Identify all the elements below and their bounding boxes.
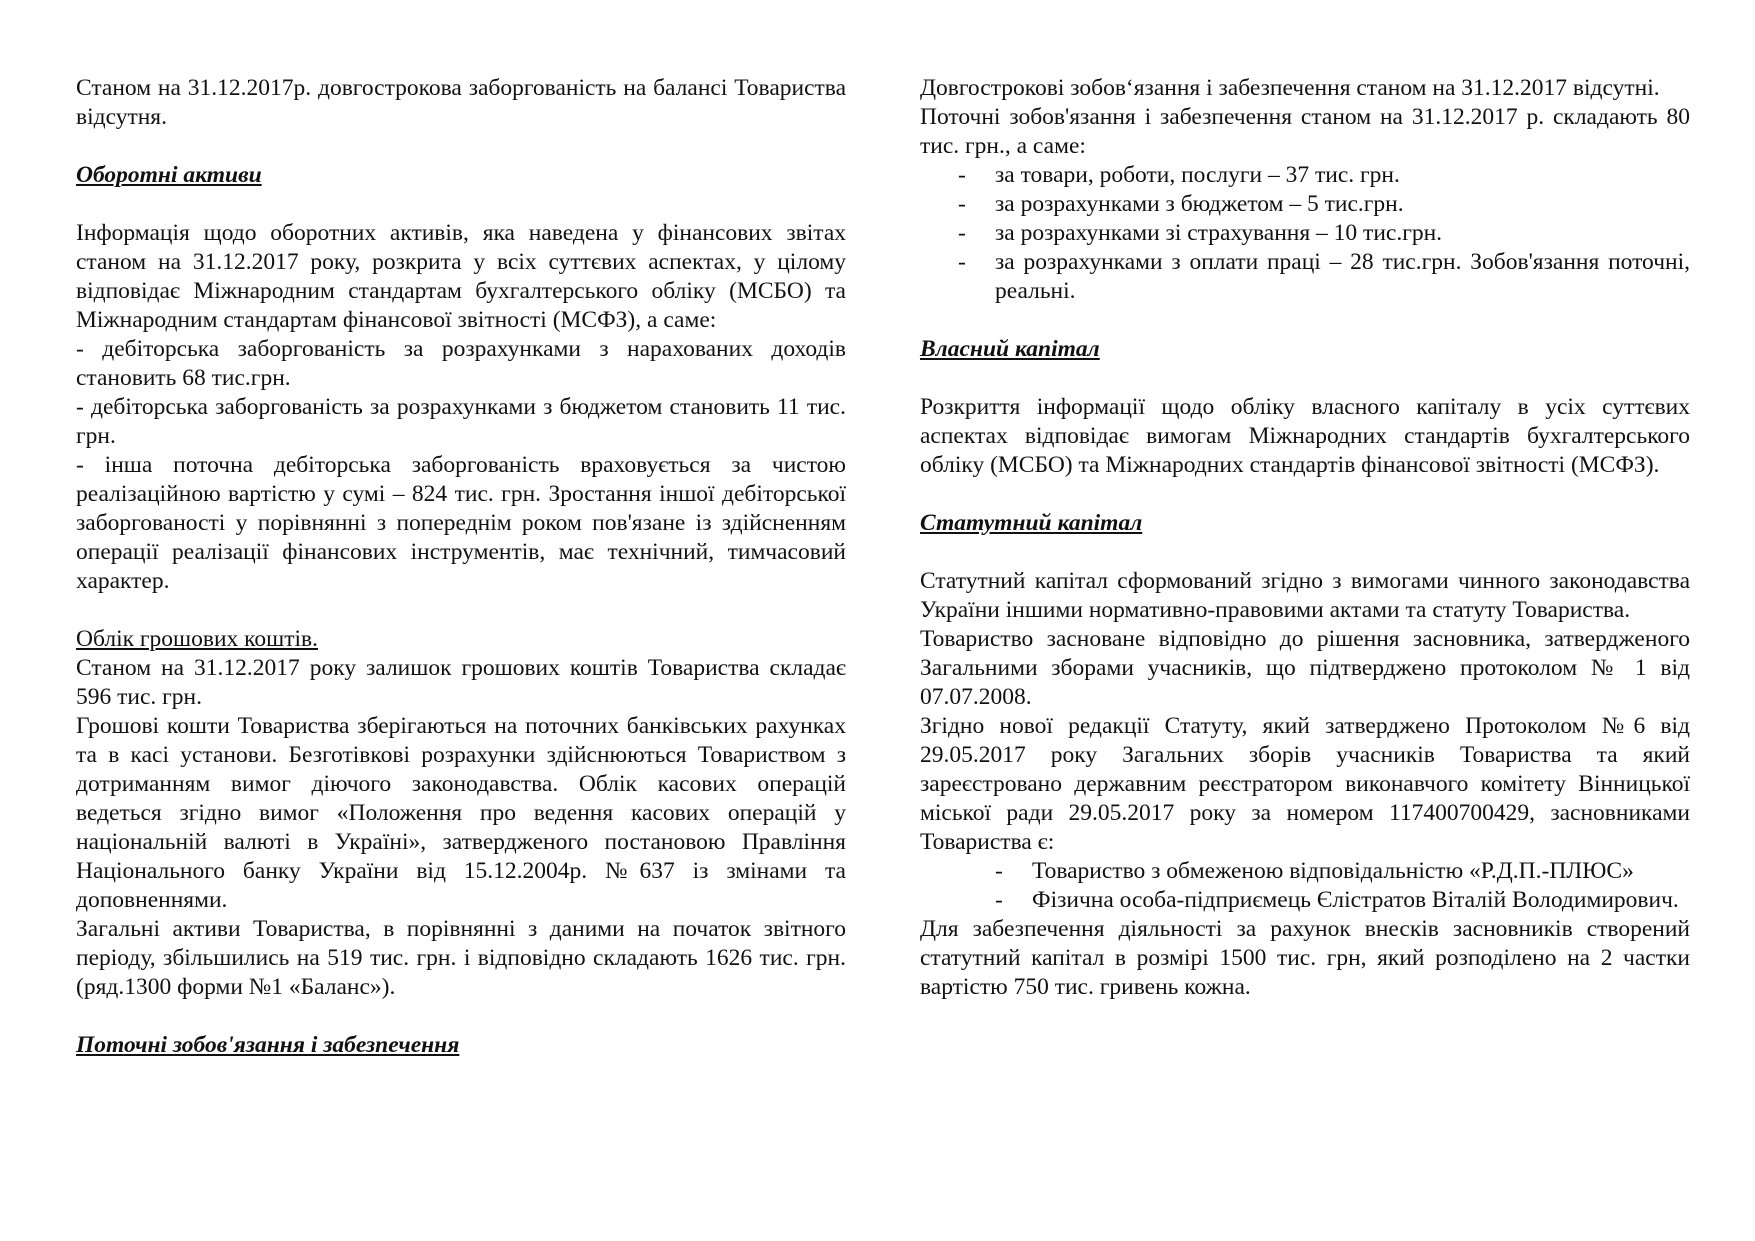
paragraph-charter-amount: Для забезпечення діяльності за рахунок внесків засновників створений статутний капітал в розмірі 1500 тис. грн, який розподілено на 2 частки вартістю 750 тис. гривень кожна. xyxy=(920,916,1690,1000)
list-item: - Товариство з обмеженою відповідальністю «Р.Д.П.-ПЛЮС» xyxy=(995,858,1634,884)
list-item: - за товари, роботи, послуги – 37 тис. грн. xyxy=(958,162,1400,188)
paragraph-cash-balance: Станом на 31.12.2017 року залишок грошових коштів Товариства складає 596 тис. грн. xyxy=(76,655,846,710)
heading-charter-capital: Статутний капітал xyxy=(920,510,1143,536)
paragraph-new-charter: Згідно нової редакції Статуту, який затверджено Протоколом №6 від 29.05.2017 року Загальних зборів учасників Товариства та який зареєстровано державним реєстратором виконавчого комітету Вінницької міської ради 29.05.2017 року за номером 117400700429, засновниками Товариства є: xyxy=(920,713,1690,855)
list-marker: - xyxy=(995,858,1003,884)
list-marker: - xyxy=(958,162,966,188)
paragraph-receivables-income: - дебіторська заборгованість за розрахунками з нарахованих доходів становить 68 тис.грн. xyxy=(76,336,846,391)
paragraph-equity: Розкриття інформації щодо обліку власного капіталу в усіх суттєвих аспектах відповідає вимогам Міжнародних стандартів бухгалтерського обліку (МСБО) та Міжнародних стандартів фінансової звітності (МСФЗ). xyxy=(920,394,1690,478)
paragraph-charter-formed: Статутний капітал сформований згідно з вимогами чинного законодавства України іншими нормативно-правовими актами та статуту Товариства. xyxy=(920,568,1690,623)
heading-current-assets: Оборотні активи xyxy=(76,162,262,188)
liabilities-list xyxy=(920,161,1690,306)
paragraph-current-assets-intro: Інформація щодо оборотних активів, яка наведена у фінансових звітах станом на 31.12.2017 року, розкрита у всіх суттєвих аспектах, у цілому відповідає Міжнародним стандартам бухгалтерського обліку (МСБО) та Міжнародним стандартам фінансової звітності (МСФЗ), а саме: xyxy=(76,220,846,333)
paragraph-long-term-liabilities: Довгострокові зобов‘язання і забезпечення станом на 31.12.2017 відсутні. xyxy=(920,75,1660,101)
list-item: - за розрахунками з оплати праці – 28 тис.грн. Зобов'язання поточні, реальні. xyxy=(958,249,1690,304)
paragraph-receivables-budget: - дебіторська заборгованість за розрахунками з бюджетом становить 11 тис. грн. xyxy=(76,394,846,449)
heading-current-liabilities: Поточні зобов'язання і забезпечення xyxy=(76,1032,460,1058)
heading-equity: Власний капітал xyxy=(920,336,1100,362)
list-marker: - xyxy=(958,249,966,275)
founders-list xyxy=(920,857,1690,915)
paragraph-long-term-debt: Станом на 31.12.2017р. довгострокова заборгованість на балансі Товариства відсутня. xyxy=(76,75,846,130)
list-item: - Фізична особа-підприємець Єлістратов Віталій Володимирович. xyxy=(995,887,1679,913)
list-item: - за розрахунками з бюджетом – 5 тис.грн. xyxy=(958,191,1404,217)
paragraph-other-receivables: - інша поточна дебіторська заборгованість враховується за чистою реалізаційною вартістю у сумі – 824 тис. грн. Зростання іншої дебіторської заборгованості у порівнянні з попереднім роком пов'язане із здійсненням операції реалізації фінансових інструментів, має технічний, тимчасовий характер. xyxy=(76,452,846,594)
list-marker: - xyxy=(995,887,1003,913)
list-marker: - xyxy=(958,191,966,217)
list-item: - за розрахунками зі страхування – 10 тис.грн. xyxy=(958,220,1443,246)
paragraph-cash-storage: Грошові кошти Товариства зберігаються на поточних банківських рахунках та в касі установи. Безготівкові розрахунки здійснюються Товариством з дотриманням вимог діючого законодавства. Облік касових операцій ведеться згідно вимог «Положення про ведення касових операцій у національній валюті в Україні», затвердженого постановою Правління Національного банку України від 15.12.2004р. №637 із змінами та доповненнями. xyxy=(76,713,846,913)
heading-cash-accounting: Облік грошових коштів. xyxy=(76,626,319,652)
left-column xyxy=(76,74,846,1060)
right-column xyxy=(920,74,1690,1002)
paragraph-current-liabilities: Поточні зобов'язання і забезпечення станом на 31.12.2017 р. складають 80 тис. грн., а саме: xyxy=(920,104,1690,159)
paragraph-company-founded: Товариство засноване відповідно до рішення засновника, затвердженого Загальними зборами учасників, що підтверджено протоколом № 1 від 07.07.2008. xyxy=(920,626,1690,710)
list-marker: - xyxy=(958,220,966,246)
paragraph-total-assets: Загальні активи Товариства, в порівнянні з даними на початок звітного періоду, збільшились на 519 тис. грн. і відповідно складають 1626 тис. грн. (ряд.1300 форми №1 «Баланс»). xyxy=(76,916,846,1000)
